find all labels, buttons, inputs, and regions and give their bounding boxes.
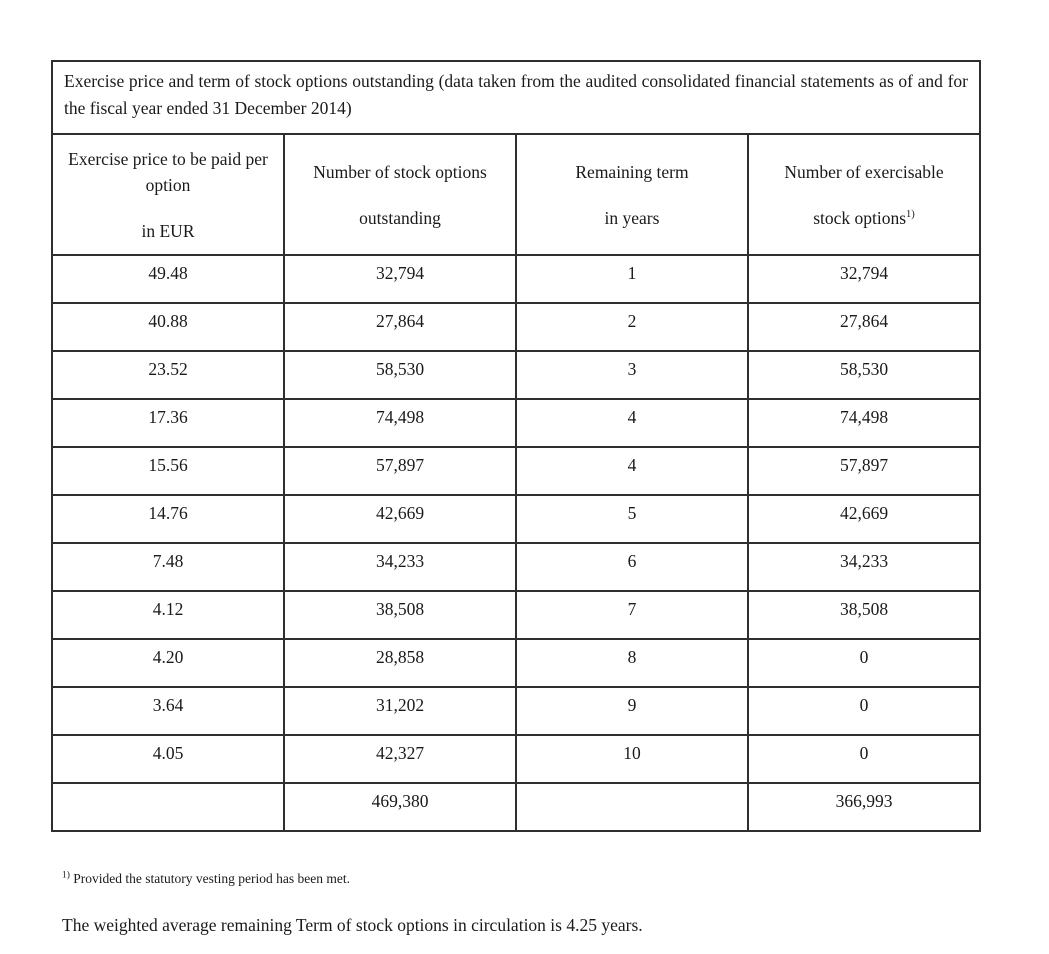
cell-options-outstanding: 32,794 [284,255,516,303]
cell-options-outstanding: 42,327 [284,735,516,783]
cell-exercise-price: 7.48 [52,543,284,591]
table-row [52,735,980,783]
cell-exercisable-options: 27,864 [748,303,980,351]
cell-exercisable-options: 32,794 [748,255,980,303]
footnote [62,870,350,888]
cell-exercise-price: 4.12 [52,591,284,639]
cell-options-outstanding: 42,669 [284,495,516,543]
cell-exercise-price: 15.56 [52,447,284,495]
table-row [52,639,980,687]
cell-options-outstanding: 38,508 [284,591,516,639]
cell-exercise-price: 23.52 [52,351,284,399]
header-bottom-text [757,205,971,231]
table-row [52,255,980,303]
footnote-marker: 1) [62,870,70,881]
header-top-text: Exercise price to be paid per option [68,148,268,195]
cell-remaining-term: 2 [516,303,748,351]
cell-exercisable-options: 58,530 [748,351,980,399]
stock-options-table [51,60,981,832]
cell-exercise-price: 17.36 [52,399,284,447]
cell-total-exercisable: 366,993 [748,783,980,831]
cell-exercise-price: 49.48 [52,255,284,303]
cell-remaining-term: 8 [516,639,748,687]
cell-exercise-price: 4.20 [52,639,284,687]
cell-exercisable-options: 0 [748,735,980,783]
header-row [52,134,980,255]
table-row [52,399,980,447]
cell-empty [52,783,284,831]
cell-options-outstanding: 58,530 [284,351,516,399]
cell-exercisable-options: 74,498 [748,399,980,447]
header-bottom-text: in years [604,207,660,228]
totals-row [52,783,980,831]
cell-empty [516,783,748,831]
cell-total-outstanding: 469,380 [284,783,516,831]
cell-remaining-term: 4 [516,447,748,495]
table-row [52,447,980,495]
table-row [52,591,980,639]
footnote-marker: 1) [906,208,915,220]
table-caption: Exercise price and term of stock options outstanding (data taken from the audited consolidated financial statements as of and for the fiscal year ended 31 December 2014) [52,61,980,134]
cell-exercisable-options: 34,233 [748,543,980,591]
cell-options-outstanding: 31,202 [284,687,516,735]
table-row [52,687,980,735]
cell-exercise-price: 40.88 [52,303,284,351]
table-row [52,351,980,399]
header-top-text: Remaining term [575,161,689,182]
table-row [52,543,980,591]
header-bottom-text: outstanding [359,207,441,228]
cell-remaining-term: 9 [516,687,748,735]
table-row [52,303,980,351]
cell-options-outstanding: 28,858 [284,639,516,687]
col-header-options-outstanding [284,134,516,255]
closing-sentence: The weighted average remaining Term of stock options in circulation is 4.25 years. [62,915,643,935]
header-bottom-label: stock options [813,207,907,228]
cell-remaining-term: 10 [516,735,748,783]
cell-remaining-term: 6 [516,543,748,591]
cell-exercisable-options: 38,508 [748,591,980,639]
cell-options-outstanding: 74,498 [284,399,516,447]
col-header-remaining-term [516,134,748,255]
cell-exercise-price: 4.05 [52,735,284,783]
cell-exercise-price: 3.64 [52,687,284,735]
footnote-text: Provided the statutory vesting period has been met. [73,871,350,886]
header-bottom-text: in EUR [141,220,195,241]
cell-exercisable-options: 57,897 [748,447,980,495]
cell-options-outstanding: 57,897 [284,447,516,495]
cell-exercise-price: 14.76 [52,495,284,543]
cell-remaining-term: 5 [516,495,748,543]
col-header-exercisable-options [748,134,980,255]
cell-options-outstanding: 34,233 [284,543,516,591]
cell-remaining-term: 3 [516,351,748,399]
cell-exercisable-options: 0 [748,639,980,687]
cell-remaining-term: 1 [516,255,748,303]
cell-exercisable-options: 42,669 [748,495,980,543]
col-header-exercise-price [52,134,284,255]
cell-options-outstanding: 27,864 [284,303,516,351]
caption-row [52,61,980,134]
cell-remaining-term: 7 [516,591,748,639]
header-top-text: Number of stock options [313,161,487,182]
table-row [52,495,980,543]
cell-exercisable-options: 0 [748,687,980,735]
header-top-text: Number of exercisable [784,161,944,182]
cell-remaining-term: 4 [516,399,748,447]
